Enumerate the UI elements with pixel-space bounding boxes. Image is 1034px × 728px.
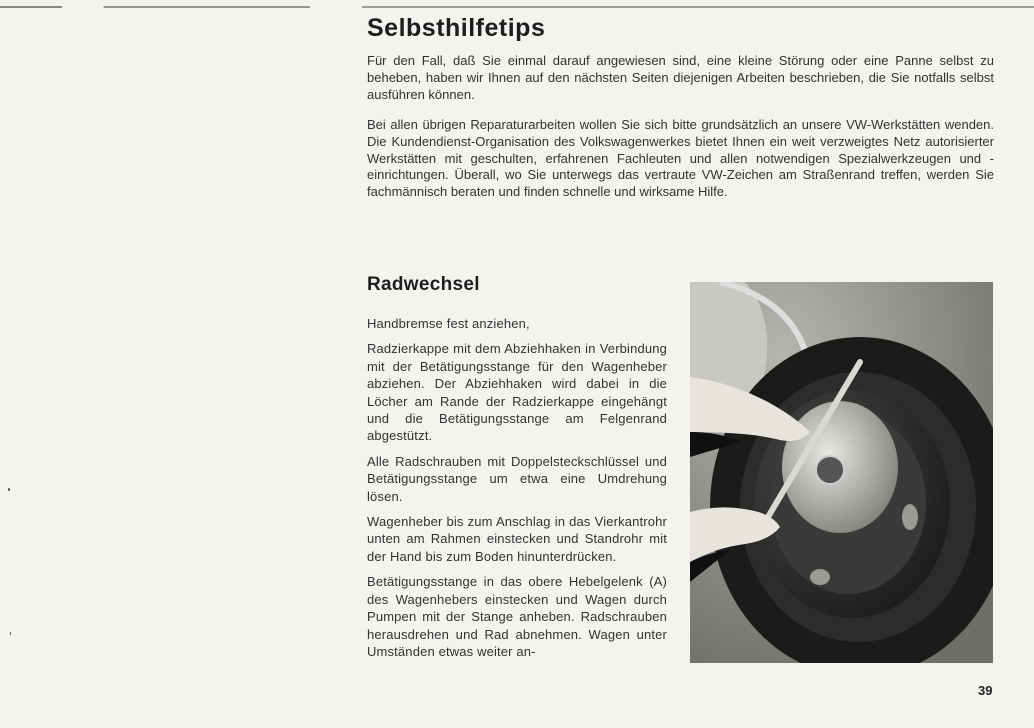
scan-speck [8, 488, 10, 491]
step-paragraph: Betätigungsstange in das obere Hebelgelenk (A) des Wagenhebers einstecken und Wagen durch Pumpen mit der Stange anheben. Radschrauben herausdrehen und Rad abnehmen. Wagen unter Umständen etwas weiter an- [367, 574, 667, 659]
step-paragraph: Handbremse fest anziehen, [367, 316, 530, 331]
instruction-column [367, 315, 667, 668]
wheel-change-photo [690, 282, 993, 663]
step-paragraph: Wagenheber bis zum Anschlag in das Vierkantrohr unten am Rahmen einstecken und Standrohr mit der Hand bis zum Boden hinunterdrücken. [367, 514, 667, 564]
intro-paragraph-2: Bei allen übrigen Reparaturarbeiten wollen Sie sich bitte grundsätzlich an unsere VW-Werkstätten wenden. Die Kundendienst-Organisation des Volkswagenwerkes bietet Ihnen ein weit verzweigtes Netz autorisierter Werkstätten mit geschulten, erfahrenen Fachleuten und allen notwendigen Spezialwerkzeugen und -einrichtungen. Überall, wo Sie unterwegs das vertraute VW-Zeichen am Straßenrand treffen, werden Sie fachmännisch beraten und finden schnelle und wirksame Hilfe. [367, 117, 994, 200]
scan-speck [10, 632, 11, 635]
intro-paragraph-1: Für den Fall, daß Sie einmal darauf angewiesen sind, eine kleine Störung oder eine Panne selbst zu beheben, haben wir Ihnen auf den nächsten Seiten diejenigen Arbeiten beschrieben, die Sie notfalls selbst ausführen können. [367, 53, 994, 102]
page-title: Selbsthilfetips [367, 14, 546, 42]
step-paragraph: Radzierkappe mit dem Abziehhaken in Verbindung mit der Betätigungsstange für den Wagenheber abziehen. Der Abziehhaken wird dabei in die Löcher am Rande der Radzierkappe eingehängt und die Betätigungsstange am Felgenrand abgestützt. [367, 341, 667, 444]
section-heading: Radwechsel [367, 274, 480, 295]
wheel-photo-illustration [690, 282, 993, 663]
step-paragraph: Alle Radschrauben mit Doppelsteckschlüssel und Betätigungsstange um etwa eine Umdrehung lösen. [367, 453, 667, 504]
top-edge-rule [0, 6, 1034, 8]
page-number: 39 [978, 683, 993, 698]
